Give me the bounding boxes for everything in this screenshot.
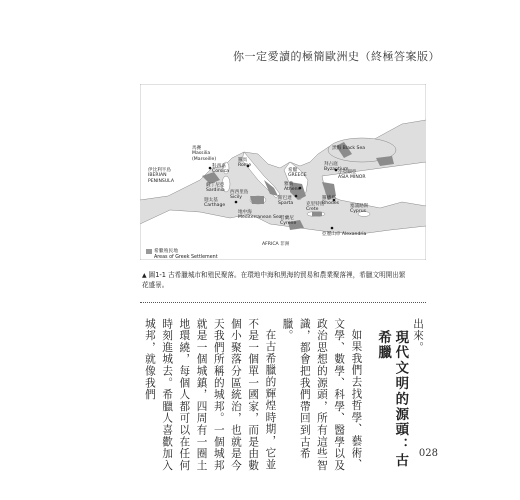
page-number: 028 (418, 448, 438, 459)
body-lead-line: 出來。 (412, 318, 424, 354)
map-label-black-sea: 黑海 Black Sea (332, 146, 366, 151)
map-figure (140, 84, 426, 260)
map-label-asia-minor: 小亞細亞 ASIA MINOR (338, 170, 366, 181)
map-label-iberian: 伊比利半島 IBERIAN PENINSULA (148, 168, 174, 184)
map-label-crete: 克里特島 Crete (306, 202, 325, 213)
map-label-mediterranean: 地中海 Mediterranean Sea (238, 210, 282, 221)
map-label-carthage: 迦太基 Carthage (204, 198, 226, 209)
map-label-corsica: 科西嘉 Corsica (212, 164, 229, 175)
section-divider (140, 302, 426, 303)
legend-text: 希臘殖民地 Areas of Greek Settlement (154, 249, 218, 260)
map-label-africa: AFRICA 非洲 (262, 242, 290, 247)
map-label-greece: 希臘 GREECE (288, 168, 307, 179)
mediterranean-map (140, 84, 426, 260)
body-text (141, 318, 426, 473)
map-label-cyrene: 昔蘭尼 Cyrene (280, 216, 297, 227)
caption-marker-icon: ▲ (142, 272, 147, 279)
map-label-sparta: 斯巴達 Sparta (278, 196, 294, 207)
map-label-rhodes: 羅德島 Rhodes (322, 196, 340, 207)
running-header-title: 你一定愛讀的極簡歐洲史（終極答案版） (233, 50, 440, 63)
map-label-byzantium: 拜占庭 Byzantium (324, 162, 349, 173)
map-label-cyprus: 塞浦路斯 Cyprus (350, 204, 369, 215)
map-label-rome: 羅馬 Rome (238, 158, 252, 169)
figure-caption (142, 270, 412, 291)
map-label-alexandria: 亞歷山卓 Alexandria (322, 232, 367, 237)
map-legend (146, 249, 218, 261)
section-heading: 現代文明的源頭：古希臘 (375, 330, 409, 469)
legend-swatch (146, 249, 152, 254)
map-label-massilia: 馬賽 Massilia (Marseille) (192, 146, 217, 162)
caption-text: 圖1-1 古希臘城市和殖民聚落。在環地中海和黑海的貿易和農業聚落裡，希臘文明開出繁花盛景。 (142, 271, 406, 290)
map-label-athens: 雅典 Athens (284, 182, 300, 193)
map-label-sicily: 西西里島 Sicily (230, 190, 249, 201)
map-label-sardinia: 薩丁尼亞 Sardinia (206, 183, 225, 194)
body-paragraph-2: 在古希臘的輝煌時期，它並不是一個單一國家，而是由數個小聚落分區統治，也就是今天我們所稱的城邦。一個城邦就是一個城鎮，四周有一圈土地環繞，每個人都可以在任何時刻進城去。希臘人喜歡加入城邦，就像我們 (143, 318, 277, 472)
body-paragraph-1: 如果我們去找哲學、藝術、文學、數學、科學、醫學以及政治思想的源頭，所有這些智識，都會把我們帶回到古希臘。 (281, 318, 363, 472)
